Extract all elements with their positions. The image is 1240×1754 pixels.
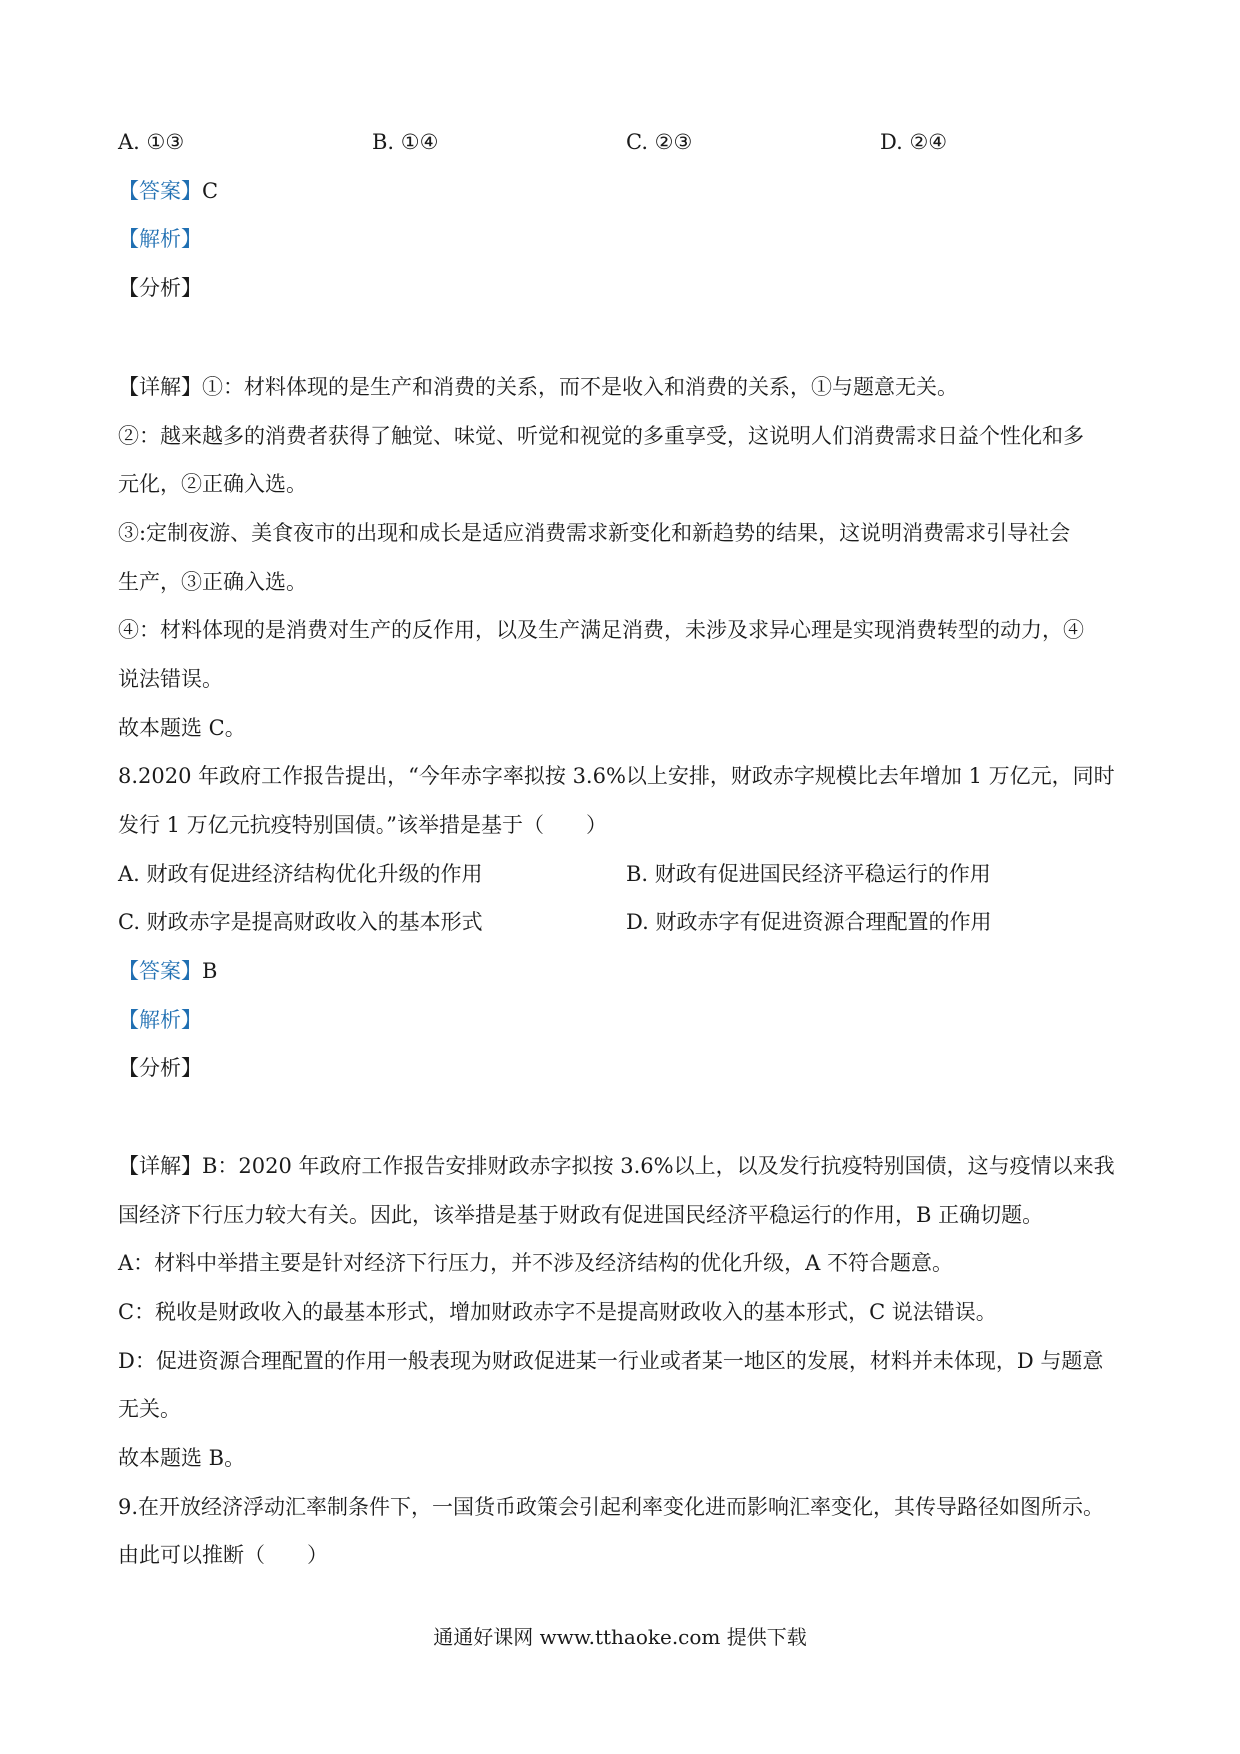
q7-option-a: A. ①③ [118,130,185,154]
q8-detail-line: A：材料中举措主要是针对经济下行压力，并不涉及经济结构的优化升级，A 不符合题意。 [118,1251,954,1275]
q7-detail-line: ②：越来越多的消费者获得了触觉、味觉、听觉和视觉的多重享受，这说明人们消费需求日益个性化和多 [118,424,1084,448]
q8-answer-line [118,957,217,985]
q8-option-d: D. 财政赤字有促进资源合理配置的作用 [626,910,992,934]
q8-analysis-tag: 【解析】 [118,1008,202,1032]
q8-option-a: A. 财政有促进经济结构优化升级的作用 [118,862,483,886]
q8-detail-line: C：税收是财政收入的最基本形式，增加财政赤字不是提高财政收入的基本形式，C 说法错误。 [118,1300,997,1324]
q7-analysis-tag: 【解析】 [118,227,202,251]
q8-option-c: C. 财政赤字是提高财政收入的基本形式 [118,910,483,934]
q8-conclusion: 故本题选 B。 [118,1446,246,1470]
q7-detail-line: 说法错误。 [118,667,223,691]
q8-answer: B [202,959,218,983]
q8-stem-line: 8.2020 年政府工作报告提出，“今年赤字率拟按 3.6%以上安排，财政赤字规模比去年增加 1 万亿元，同时 [118,764,1115,788]
q8-stem-line: 发行 1 万亿元抗疫特别国债。”该举措是基于（ ） [118,813,607,837]
q7-option-b: B. ①④ [372,130,439,154]
q9-stem-line: 由此可以推断（ ） [118,1543,328,1567]
q7-conclusion: 故本题选 C。 [118,716,246,740]
answer-tag: 【答案】 [118,179,202,203]
q8-detail-line: 【详解】B：2020 年政府工作报告安排财政赤字拟按 3.6%以上，以及发行抗疫特别国债，这与疫情以来我 [118,1154,1115,1178]
q7-option-d: D. ②④ [880,130,948,154]
q8-option-b: B. 财政有促进国民经济平稳运行的作用 [626,862,991,886]
q8-fenxi-tag: 【分析】 [118,1056,202,1080]
page-footer: 通通好课网 www.tthaoke.com 提供下载 [433,1625,807,1649]
q7-option-c: C. ②③ [626,130,693,154]
q9-stem-line: 9.在开放经济浮动汇率制条件下，一国货币政策会引起利率变化进而影响汇率变化，其传导路径如图所示。 [118,1495,1105,1519]
q8-detail-line: 无关。 [118,1397,181,1421]
q7-answer-line [118,177,218,205]
q8-detail-line: D：促进资源合理配置的作用一般表现为财政促进某一行业或者某一地区的发展，材料并未体现，D 与题意 [118,1349,1104,1373]
q7-detail-line: 生产，③正确入选。 [118,570,307,594]
q7-detail-line: ④：材料体现的是消费对生产的反作用，以及生产满足消费，未涉及求异心理是实现消费转型的动力，④ [118,618,1084,642]
answer-tag: 【答案】 [118,959,202,983]
q7-fenxi-tag: 【分析】 [118,276,202,300]
q7-detail-line: 元化，②正确入选。 [118,472,307,496]
q7-detail-line: 【详解】①：材料体现的是生产和消费的关系，而不是收入和消费的关系，①与题意无关。 [118,375,958,399]
q7-answer: C [202,179,219,203]
q7-detail-line: ③:定制夜游、美食夜市的出现和成长是适应消费需求新变化和新趋势的结果，这说明消费需求引导社会 [118,521,1071,545]
q8-detail-line: 国经济下行压力较大有关。因此，该举措是基于财政有促进国民经济平稳运行的作用，B 正确切题。 [118,1203,1044,1227]
